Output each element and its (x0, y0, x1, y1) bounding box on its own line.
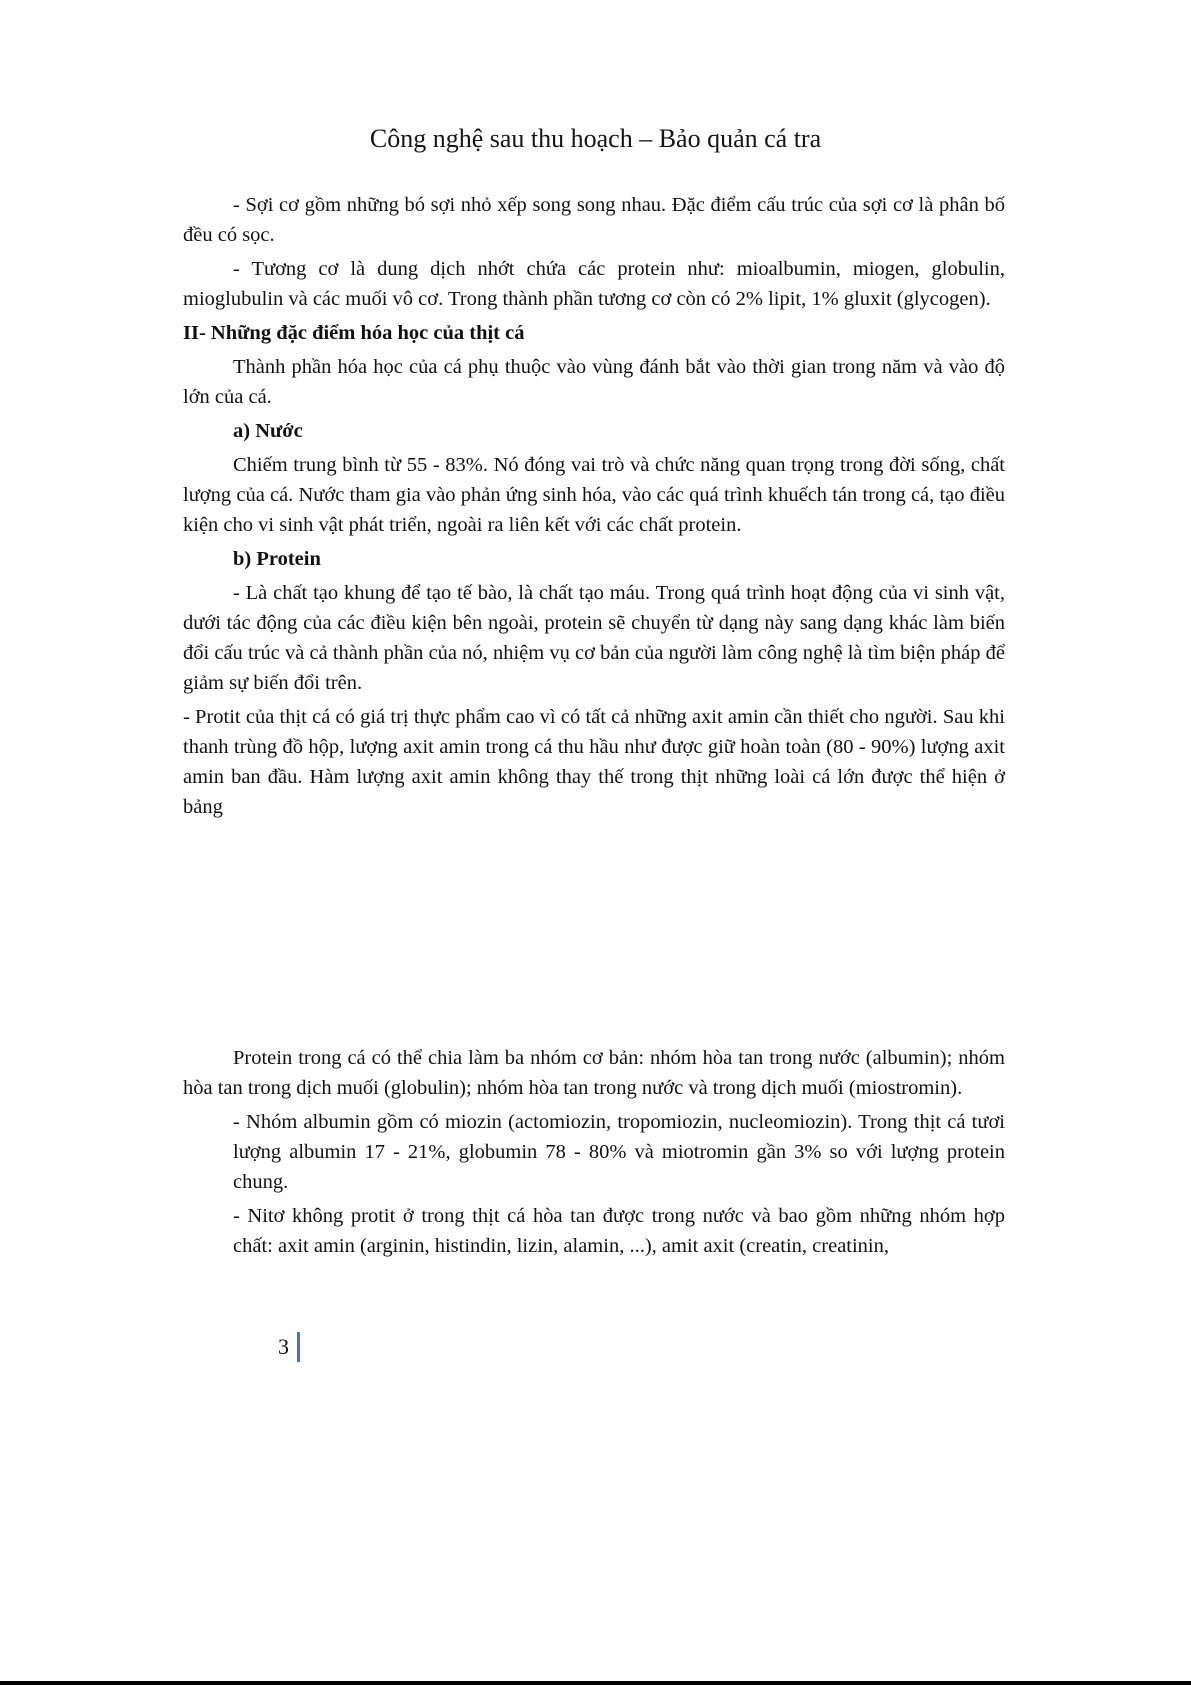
paragraph-muscle-fiber: - Sợi cơ gồm những bó sợi nhỏ xếp song song nhau. Đặc điểm cấu trúc của sợi cơ là phân bố đều có sọc. (183, 194, 1005, 246)
footer-accent-bar (297, 1332, 300, 1362)
main-content (183, 190, 1005, 826)
paragraph-non-protein-nitrogen: - Nitơ không protit ở trong thịt cá hòa tan được trong nước và bao gồm những nhóm hợp chất: axit amin (arginin, histindin, lizin, alamin, ...), amit axit (creatin, creatinin, (233, 1205, 1005, 1257)
page-header-title: Công nghệ sau thu hoạch – Bảo quản cá tra (369, 124, 822, 153)
paragraph-protein-value: - Protit của thịt cá có giá trị thực phẩm cao vì có tất cả những axit amin cần thiết cho người. Sau khi thanh trùng đồ hộp, lượng axit amin trong cá thu hầu như được giữ hoàn toàn (80 - 90%) lượng axit amin ban đầu. Hàm lượng axit amin không thay thế trong thịt những loài cá lớn được thể hiện ở bảng (183, 706, 1005, 818)
paragraph-albumin-group: - Nhóm albumin gồm có miozin (actomiozin, tropomiozin, nucleomiozin). Trong thịt cá tươi lượng albumin 17 - 21%, globumin 78 - 80% và miotromin gần 3% so với lượng protein chung. (233, 1111, 1005, 1193)
paragraph-composition: Thành phần hóa học của cá phụ thuộc vào vùng đánh bắt vào thời gian trong năm và vào độ lớn của cá. (183, 356, 1005, 408)
page-footer (278, 1332, 300, 1362)
paragraph-sarcoplasm: - Tương cơ là dung dịch nhớt chứa các protein như: mioalbumin, miogen, globulin, mioglubulin và các muối vô cơ. Trong thành phần tương cơ còn có 2% lipit, 1% gluxit (glycogen). (183, 258, 1005, 310)
subheading-water: a) Nước (233, 420, 303, 442)
paragraph-protein-groups: Protein trong cá có thể chia làm ba nhóm cơ bản: nhóm hòa tan trong nước (albumin); nhóm hòa tan trong dịch muối (globulin); nhóm hòa tan trong nước và trong dịch muối (miostromin). (183, 1047, 1005, 1099)
paragraph-protein-role: - Là chất tạo khung để tạo tế bào, là chất tạo máu. Trong quá trình hoạt động của vi sinh vật, dưới tác động của các điều kiện bên ngoài, protein sẽ chuyển từ dạng này sang dạng khác làm biến đổi cấu trúc và cả thành phần của nó, nhiệm vụ cơ bản của người làm công nghệ là tìm biện pháp để giảm sự biến đổi trên. (183, 582, 1005, 694)
paragraph-water: Chiếm trung bình từ 55 - 83%. Nó đóng vai trò và chức năng quan trọng trong đời sống, chất lượng của cá. Nước tham gia vào phản ứng sinh hóa, vào các quá trình khuếch tán trong cá, tạo điều kiện cho vi sinh vật phát triển, ngoài ra liên kết với các chất protein. (183, 454, 1005, 536)
subheading-protein: b) Protein (233, 548, 321, 570)
page-number: 3 (278, 1334, 289, 1359)
bottom-edge-divider (0, 1681, 1191, 1685)
main-content-continued (183, 1043, 1005, 1265)
section-heading-chemical: II- Những đặc điểm hóa học của thịt cá (183, 322, 525, 344)
